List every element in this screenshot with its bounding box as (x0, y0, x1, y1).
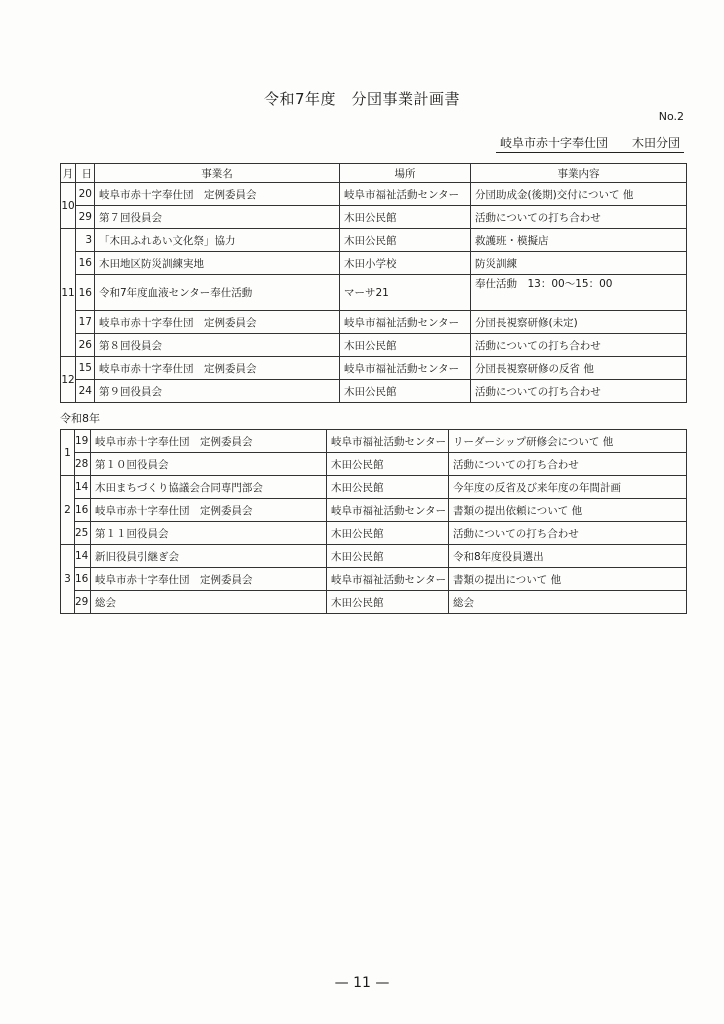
place-cell: 木田公民館 (327, 545, 449, 568)
content-cell: 活動についての打ち合わせ (449, 522, 687, 545)
month-cell: 12 (61, 357, 76, 403)
place-cell: 木田公民館 (327, 591, 449, 614)
table-row (61, 380, 687, 403)
place-cell: 岐阜市福祉活動センター (340, 183, 471, 206)
content-cell: 活動についての打ち合わせ (471, 334, 687, 357)
table-row (61, 499, 687, 522)
content-cell: 今年度の反省及び来年度の年間計画 (449, 476, 687, 499)
event-name-cell: 岐阜市赤十字奉仕団 定例委員会 (91, 499, 327, 522)
content-cell: 活動についての打ち合わせ (449, 453, 687, 476)
event-name-cell: 岐阜市赤十字奉仕団 定例委員会 (95, 183, 340, 206)
month-cell: 10 (61, 183, 76, 229)
day-cell: 29 (75, 591, 91, 614)
month-cell: 11 (61, 229, 76, 357)
header-month: 月 (61, 164, 76, 183)
event-name-cell: 第９回役員会 (95, 380, 340, 403)
day-cell: 14 (75, 476, 91, 499)
event-name-cell: 「木田ふれあい文化祭」協力 (95, 229, 340, 252)
content-cell: 書類の提出について 他 (449, 568, 687, 591)
table-row (61, 229, 687, 252)
event-name-cell: 第１０回役員会 (91, 453, 327, 476)
page-number-label: No.2 (658, 110, 684, 123)
header-event-name: 事業名 (95, 164, 340, 183)
place-cell: 木田公民館 (340, 229, 471, 252)
day-cell: 19 (75, 430, 91, 453)
place-cell: 木田公民館 (340, 334, 471, 357)
table-row (61, 591, 687, 614)
place-cell: 岐阜市福祉活動センター (327, 499, 449, 522)
day-cell: 15 (76, 357, 95, 380)
table-row (61, 357, 687, 380)
page-footer: — 11 — (334, 975, 390, 991)
place-cell: 木田公民館 (340, 380, 471, 403)
day-cell: 16 (75, 568, 91, 591)
event-name-cell: 岐阜市赤十字奉仕団 定例委員会 (91, 430, 327, 453)
day-cell: 20 (76, 183, 95, 206)
table-row (61, 275, 687, 311)
content-cell: 総会 (449, 591, 687, 614)
table-row (61, 522, 687, 545)
day-cell: 14 (75, 545, 91, 568)
event-name-cell: 第１１回役員会 (91, 522, 327, 545)
day-cell: 3 (76, 229, 95, 252)
event-name-cell: 木田まちづくり協議会合同専門部会 (91, 476, 327, 499)
day-cell: 16 (76, 252, 95, 275)
content-cell: 分団長視察研修の反省 他 (471, 357, 687, 380)
content-cell: 書類の提出依頼について 他 (449, 499, 687, 522)
table-row (61, 334, 687, 357)
place-cell: 岐阜市福祉活動センター (327, 430, 449, 453)
content-cell: 活動についての打ち合わせ (471, 206, 687, 229)
content-cell: 令和8年度役員選出 (449, 545, 687, 568)
day-cell: 28 (75, 453, 91, 476)
place-cell: 木田公民館 (327, 522, 449, 545)
place-cell: 木田公民館 (327, 453, 449, 476)
content-cell: 活動についての打ち合わせ (471, 380, 687, 403)
table-row (61, 311, 687, 334)
table-row (61, 476, 687, 499)
organization-name: 岐阜市赤十字奉仕団 木田分団 (496, 134, 684, 153)
event-name-cell: 総会 (91, 591, 327, 614)
place-cell: 木田公民館 (340, 206, 471, 229)
content-cell: 防災訓練 (471, 252, 687, 275)
header-content: 事業内容 (471, 164, 687, 183)
place-cell: 岐阜市福祉活動センター (340, 311, 471, 334)
day-cell: 29 (76, 206, 95, 229)
header-place: 場所 (340, 164, 471, 183)
table-header-row (61, 164, 687, 183)
month-cell: 3 (61, 545, 75, 614)
content-cell: 分団長視察研修(未定) (471, 311, 687, 334)
table-row (61, 252, 687, 275)
event-name-cell: 岐阜市赤十字奉仕団 定例委員会 (95, 357, 340, 380)
day-cell: 24 (76, 380, 95, 403)
event-name-cell: 令和7年度血液センター奉仕活動 (95, 275, 340, 311)
event-name-cell: 第８回役員会 (95, 334, 340, 357)
day-cell: 25 (75, 522, 91, 545)
day-cell: 16 (76, 275, 95, 311)
content-cell: 分団助成金(後期)交付について 他 (471, 183, 687, 206)
event-name-cell: 岐阜市赤十字奉仕団 定例委員会 (91, 568, 327, 591)
day-cell: 26 (76, 334, 95, 357)
place-cell: 岐阜市福祉活動センター (327, 568, 449, 591)
event-name-cell: 木田地区防災訓練実地 (95, 252, 340, 275)
month-cell: 1 (61, 430, 75, 476)
table-row (61, 545, 687, 568)
table-row (61, 206, 687, 229)
month-cell: 2 (61, 476, 75, 545)
day-cell: 17 (76, 311, 95, 334)
table-row (61, 430, 687, 453)
place-cell: マーサ21 (340, 275, 471, 311)
day-cell: 16 (75, 499, 91, 522)
place-cell: 木田小学校 (340, 252, 471, 275)
table-row (61, 183, 687, 206)
schedule-table-reiwa8 (60, 429, 687, 614)
table-row (61, 453, 687, 476)
year-label-reiwa8: 令和8年 (60, 412, 100, 425)
event-name-cell: 第７回役員会 (95, 206, 340, 229)
event-name-cell: 新旧役員引継ぎ会 (91, 545, 327, 568)
content-cell: 救護班・模擬店 (471, 229, 687, 252)
content-cell: リーダーシップ研修会について 他 (449, 430, 687, 453)
place-cell: 木田公民館 (327, 476, 449, 499)
document-title: 令和7年度 分団事業計画書 (263, 90, 461, 108)
content-cell: 奉仕活動 13：00～15：00 (471, 275, 687, 311)
header-day: 日 (76, 164, 95, 183)
place-cell: 岐阜市福祉活動センター (340, 357, 471, 380)
event-name-cell: 岐阜市赤十字奉仕団 定例委員会 (95, 311, 340, 334)
schedule-table-reiwa7 (60, 163, 687, 403)
table-row (61, 568, 687, 591)
